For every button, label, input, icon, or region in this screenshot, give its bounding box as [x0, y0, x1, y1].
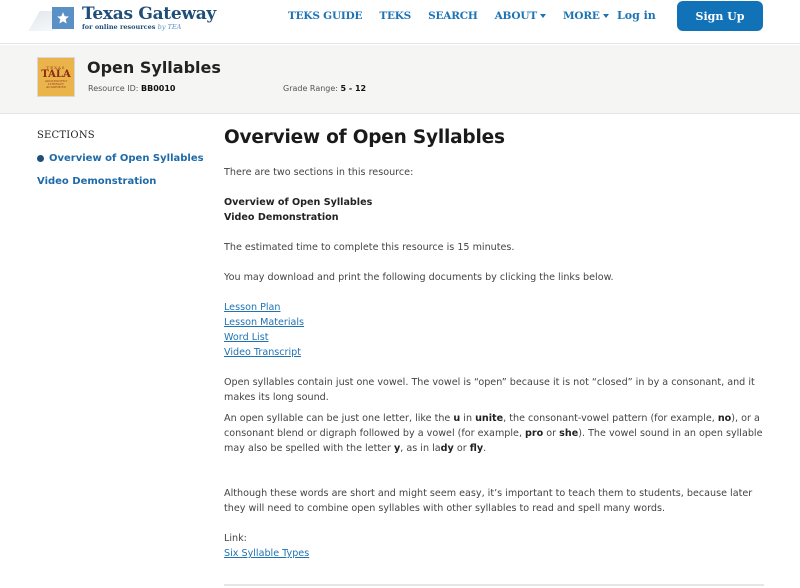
- nav-teks-guide-label: TEKS GUIDE: [288, 10, 363, 22]
- nav-about-label: ABOUT: [494, 10, 537, 22]
- bold-text: dy: [440, 443, 454, 454]
- resource-id: [88, 84, 175, 93]
- lesson-plan-link[interactable]: Lesson Plan: [224, 302, 281, 313]
- sidebar-item-label: Video Demonstration: [37, 176, 157, 187]
- text: An open syllable can be just one letter, like the: [224, 413, 454, 424]
- logo-by-text: by TEA: [157, 22, 182, 31]
- sections-list-item: Video Demonstration: [224, 212, 339, 223]
- sidebar-item-video-demonstration[interactable]: [37, 176, 207, 187]
- nav-teks[interactable]: [379, 9, 411, 23]
- six-syllable-types-link[interactable]: Six Syllable Types: [224, 548, 310, 559]
- resource-id-label: Resource ID:: [88, 84, 139, 93]
- paragraph-open-syllables: Open syllables contain just one vowel. The vowel is “open” because it is not “closed” in by a consonant, and it makes its long sound.: [224, 377, 755, 403]
- grade-range: [283, 84, 366, 93]
- bold-text: no: [717, 413, 732, 424]
- sections-heading: SECTIONS: [37, 130, 95, 141]
- signup-button[interactable]: Sign Up: [677, 1, 763, 31]
- page-title: Overview of Open Syllables: [224, 127, 505, 148]
- sections-list-item: Overview of Open Syllables: [224, 197, 373, 208]
- text: ), or a consonant blend or digraph followed by a vowel (for example,: [224, 413, 760, 439]
- intro-text: There are two sections in this resource:: [224, 167, 414, 178]
- sections-sidebar: [37, 130, 207, 187]
- caret-down-icon: [540, 14, 546, 18]
- text: ). The vowel sound in an open syllable may also be spelled with the letter: [224, 428, 763, 454]
- active-dot-icon: [37, 155, 44, 162]
- nav-about-dropdown[interactable]: [495, 9, 546, 23]
- paragraph-examples: [224, 411, 764, 456]
- tala-logo-top: TEXAS: [46, 64, 66, 70]
- top-navbar: [0, 0, 800, 44]
- sections-list: [224, 195, 764, 225]
- paragraph-importance: Although these words are short and might seem easy, it’s important to teach them to students, because later they will need to combine open syllables with other syllables to read and spell many words.: [224, 488, 753, 514]
- nav-more-dropdown[interactable]: [563, 9, 609, 23]
- related-link-block: [224, 531, 764, 561]
- resource-title: Open Syllables: [87, 58, 221, 77]
- word-list-link[interactable]: Word List: [224, 332, 269, 343]
- time-note: The estimated time to complete this resource is 15 minutes.: [224, 242, 515, 253]
- logo-subtitle-text: for online resources: [82, 22, 156, 31]
- bold-text: she: [559, 428, 579, 439]
- nav-more-label: MORE: [562, 10, 600, 22]
- logo-subtitle: [82, 24, 216, 31]
- bold-text: y: [394, 443, 401, 454]
- text: .: [483, 443, 487, 454]
- logo-title: Texas Gateway: [82, 3, 216, 24]
- nav-links: [288, 9, 626, 23]
- bold-text: fly: [469, 443, 484, 454]
- text: , as in la: [400, 443, 441, 454]
- nav-search-label: SEARCH: [428, 10, 478, 22]
- document-links: [224, 300, 764, 360]
- texas-gateway-logo[interactable]: [38, 3, 216, 33]
- bold-text: pro: [525, 428, 544, 439]
- tala-logo: [37, 57, 75, 97]
- tala-logo-bottom: ADOLESCENT LITERACY ACADEMIES: [44, 78, 68, 90]
- resource-header: [0, 45, 800, 114]
- nav-teks-guide[interactable]: [288, 9, 362, 23]
- grade-range-value: 5 - 12: [340, 84, 367, 93]
- nav-teks-label: TEKS: [379, 10, 412, 22]
- link-label: Link:: [224, 533, 247, 544]
- resource-id-value: BB0010: [141, 84, 176, 93]
- star-icon: [52, 7, 74, 29]
- text: , the consonant-vowel pattern (for example,: [503, 413, 718, 424]
- text: or: [453, 443, 470, 454]
- sidebar-item-label: Overview of Open Syllables: [49, 153, 204, 164]
- bold-text: unite: [475, 413, 504, 424]
- text: or: [543, 428, 560, 439]
- bold-text: u: [453, 413, 461, 424]
- tala-logo-main: TALA: [41, 68, 71, 80]
- caret-down-icon: [603, 14, 609, 18]
- grade-range-label: Grade Range:: [283, 84, 338, 93]
- login-link[interactable]: Log in: [617, 9, 656, 22]
- main-content: [224, 126, 764, 576]
- text: in: [460, 413, 476, 424]
- download-note: You may download and print the following documents by clicking the links below.: [224, 272, 614, 283]
- video-transcript-link[interactable]: Video Transcript: [224, 347, 302, 358]
- sidebar-item-overview[interactable]: [37, 153, 207, 164]
- nav-search[interactable]: [428, 9, 478, 23]
- lesson-materials-link[interactable]: Lesson Materials: [224, 317, 305, 328]
- content-divider: [224, 584, 764, 586]
